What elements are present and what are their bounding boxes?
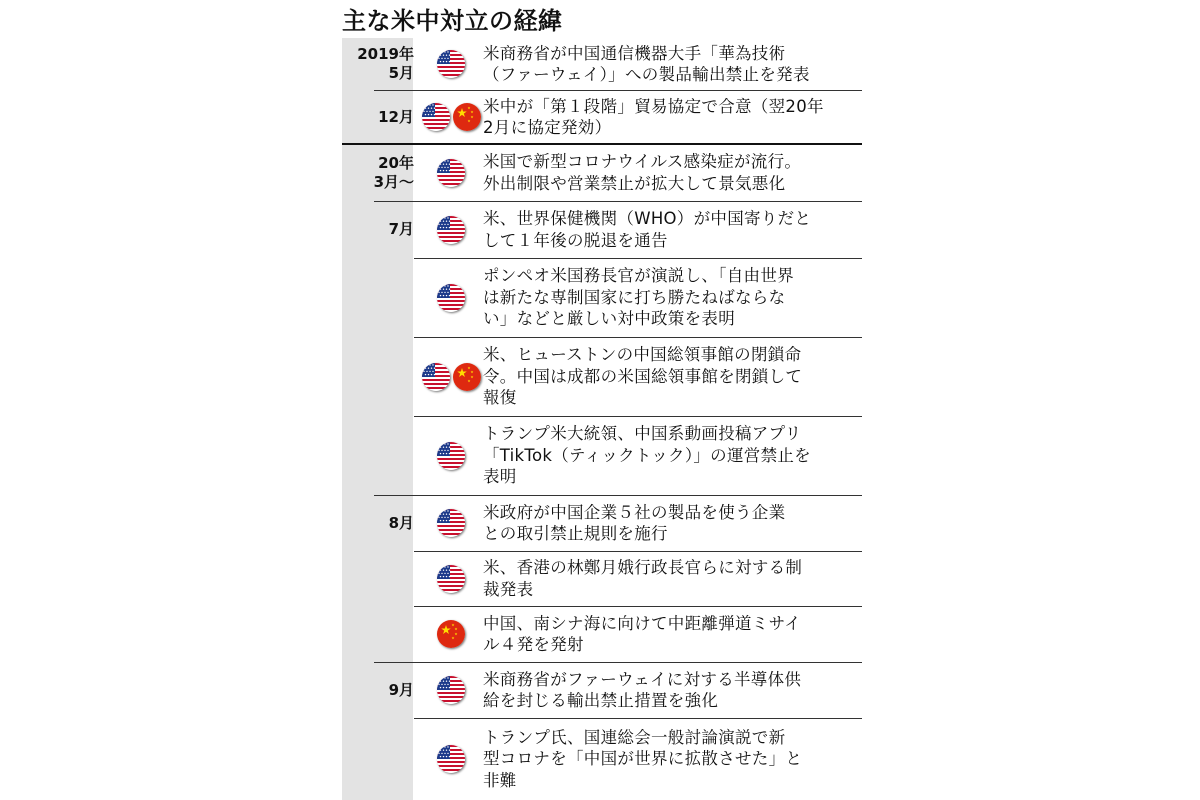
month-divider — [374, 495, 862, 496]
event-description: トランプ氏、国連総会一般討論演説で新 型コロナを「中国が世界に拡散させた」と 非難 — [483, 727, 803, 790]
page-title: 主な米中対立の経緯 — [342, 7, 563, 35]
event-description: 米国で新型コロナウイルス感染症が流行。 外出制限や営業禁止が拡大して景気悪化 — [483, 152, 802, 193]
china-flag-icon — [453, 363, 481, 391]
event-description: 米商務省が中国通信機器大手「華為技術 （ファーウェイ）」への製品輸出禁止を発表 — [483, 43, 810, 84]
event-date: 2019年 5月 — [357, 45, 414, 82]
us-flag-icon — [422, 103, 450, 131]
event-date: 7月 — [388, 220, 414, 238]
event-description: 米商務省がファーウェイに対する半導体供 給を封じる輸出禁止措置を強化 — [483, 669, 802, 710]
row-divider — [414, 337, 862, 338]
us-flag-icon — [437, 50, 465, 78]
china-flag-icon — [453, 103, 481, 131]
us-flag-icon — [422, 363, 450, 391]
event-description: 米、ヒューストンの中国総領事館の閉鎖命 令。中国は成都の米国総領事館を閉鎖して 報復 — [483, 345, 803, 408]
timeline-panel — [342, 0, 862, 800]
event-description: 米政府が中国企業５社の製品を使う企業 との取引禁止規則を施行 — [483, 502, 786, 543]
event-date: 12月 — [378, 107, 414, 126]
event-description: 米中が「第１段階」貿易協定で合意（翌20年 2月に協定発効） — [483, 96, 824, 137]
event-description: 米、香港の林鄭月娥行政長官らに対する制 裁発表 — [483, 558, 803, 599]
us-flag-icon — [437, 442, 465, 470]
event-description: 米、世界保健機関（WHO）が中国寄りだと して１年後の脱退を通告 — [483, 209, 812, 250]
event-description: ポンペオ米国務長官が演説し、「自由世界 は新たな専制国家に打ち勝たねばならな い」などと厳しい対中政策を表明 — [483, 266, 794, 329]
row-divider — [414, 258, 862, 259]
row-divider — [414, 551, 862, 552]
us-flag-icon — [437, 509, 465, 537]
us-flag-icon — [437, 565, 465, 593]
row-divider — [414, 416, 862, 417]
us-flag-icon — [437, 159, 465, 187]
event-date: 9月 — [388, 680, 414, 699]
us-flag-icon — [437, 676, 465, 704]
us-flag-icon — [437, 216, 465, 244]
us-flag-icon — [437, 284, 465, 312]
event-date: 8月 — [388, 513, 414, 532]
month-divider — [374, 662, 862, 663]
event-description: トランプ米大統領、中国系動画投稿アプリ 「TikTok（ティックトック）」の運営禁止を 表明 — [483, 424, 811, 487]
row-divider — [414, 718, 862, 719]
month-divider — [374, 90, 862, 91]
event-date: 20年 3月～ — [373, 153, 414, 191]
event-description: 中国、南シナ海に向けて中距離弾道ミサイ ル４発を発射 — [483, 613, 802, 654]
month-divider — [374, 201, 862, 202]
row-divider — [414, 606, 862, 607]
china-flag-icon — [437, 620, 465, 648]
year-divider — [342, 143, 862, 145]
us-flag-icon — [437, 745, 465, 773]
